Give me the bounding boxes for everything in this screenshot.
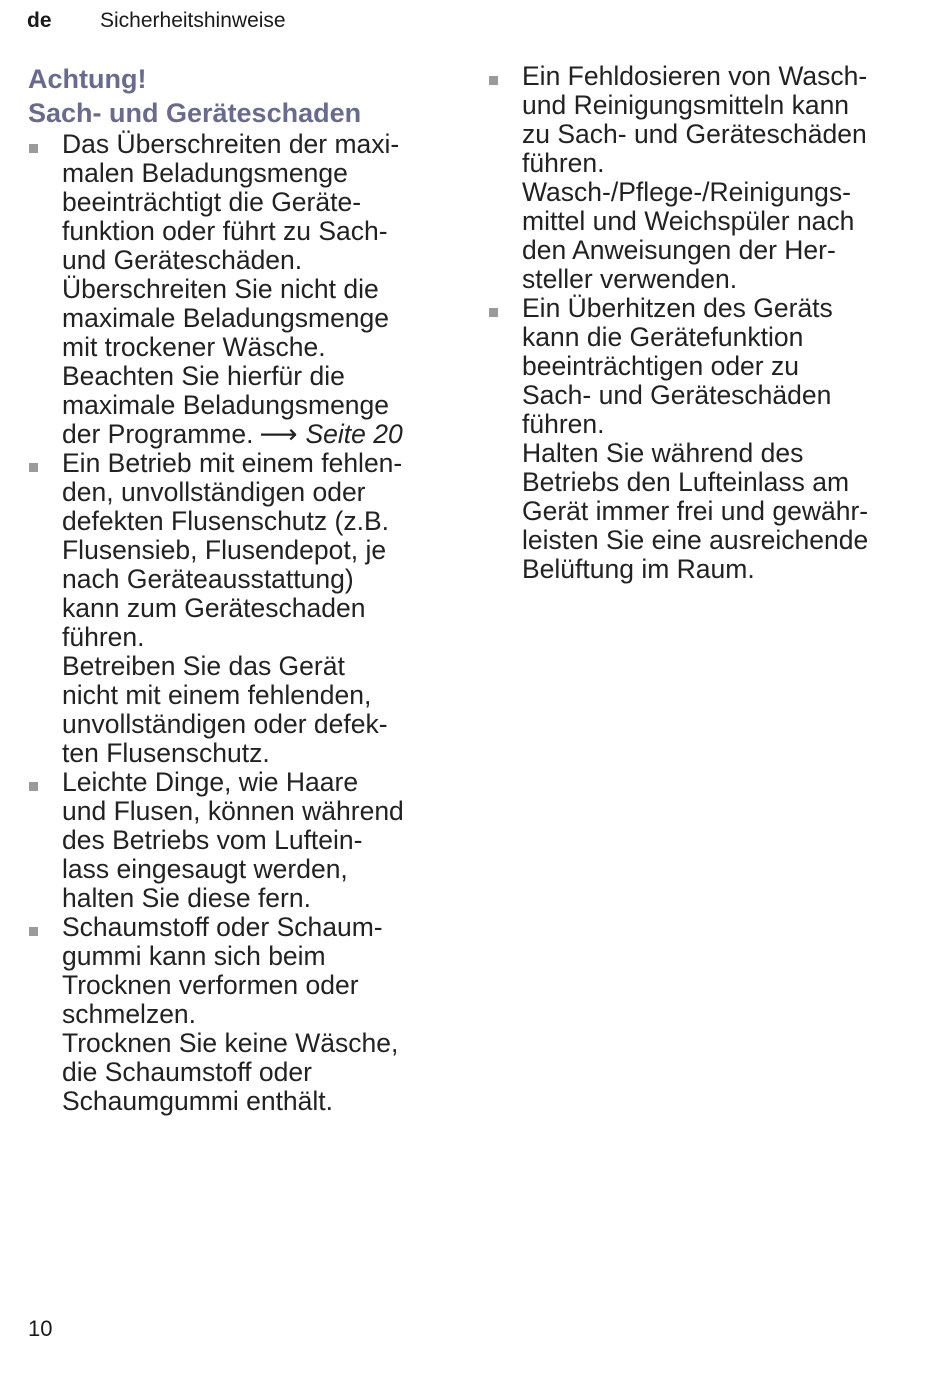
page-reference-link[interactable]: Seite 20 xyxy=(305,419,403,449)
bullet-square-icon xyxy=(489,76,498,85)
right-column xyxy=(488,62,928,584)
page-number: 10 xyxy=(28,1316,53,1341)
bullet-square-icon xyxy=(489,308,498,317)
bullet-square-icon xyxy=(29,927,38,936)
list-item-text: Ein Überhitzen des Geräts kann die Gerätefunktion beeinträchtigen oder zu Sach- und Geräteschäden führen. Halten Sie während des Betriebs den Lufteinlass am Gerät immer frei und gewähr- leisten Sie eine ausreichende Belüftung im Raum. xyxy=(522,293,869,584)
bullet-square-icon xyxy=(29,782,38,791)
language-label: de xyxy=(27,9,52,32)
list-item xyxy=(488,294,928,584)
bullet-square-icon xyxy=(29,463,38,472)
warning-title: Achtung! xyxy=(28,64,147,94)
warning-subtitle: Sach- und Geräteschaden xyxy=(28,98,362,128)
list-item-text: Schaumstoff oder Schaum- gummi kann sich beim Trocknen verformen oder schmelzen. Trocknen Sie keine Wäsche, die Schaumstoff oder Schaumgummi enthält. xyxy=(62,912,399,1116)
list-item xyxy=(28,913,468,1116)
list-item-text: Leichte Dinge, wie Haare und Flusen, können während des Betriebs vom Luftein- lass eingesaugt werden, halten Sie diese fern. xyxy=(62,767,404,913)
list-item xyxy=(28,130,468,449)
left-column xyxy=(28,62,468,1116)
list-item xyxy=(28,449,468,768)
list-item-text: Das Überschreiten der maxi- malen Beladungsmenge beeinträchtigt die Geräte- funktion oder führt zu Sach- und Geräteschäden. Überschreiten Sie nicht die maximale Beladungsmenge mit trockener Wäsche. Beachten Sie hierfür die maximale Beladungsmenge der Programme. ⟶ Seite 20 xyxy=(62,129,403,449)
arrow-right-icon: ⟶ xyxy=(259,419,298,449)
warning-list-left xyxy=(28,130,468,1116)
section-title: Sicherheitshinweise xyxy=(100,9,286,32)
warning-list-right xyxy=(488,62,928,584)
list-item-text: Ein Fehldosieren von Wasch- und Reinigungsmitteln kann zu Sach- und Geräteschäden führen. Wasch-/Pflege-/Reinigungs- mittel und Weichspüler nach den Anweisungen der Her- steller verwenden. xyxy=(522,61,868,294)
list-item xyxy=(28,768,468,913)
list-item xyxy=(488,62,928,294)
list-item-text: Ein Betrieb mit einem fehlen- den, unvollständigen oder defekten Flusenschutz (z.B. Flusensieb, Flusendepot, je nach Geräteausstattung) kann zum Geräteschaden führen. Betreiben Sie das Gerät nicht mit einem fehlenden, unvollständigen oder defek- ten Flusenschutz. xyxy=(62,448,403,768)
bullet-square-icon xyxy=(29,144,38,153)
